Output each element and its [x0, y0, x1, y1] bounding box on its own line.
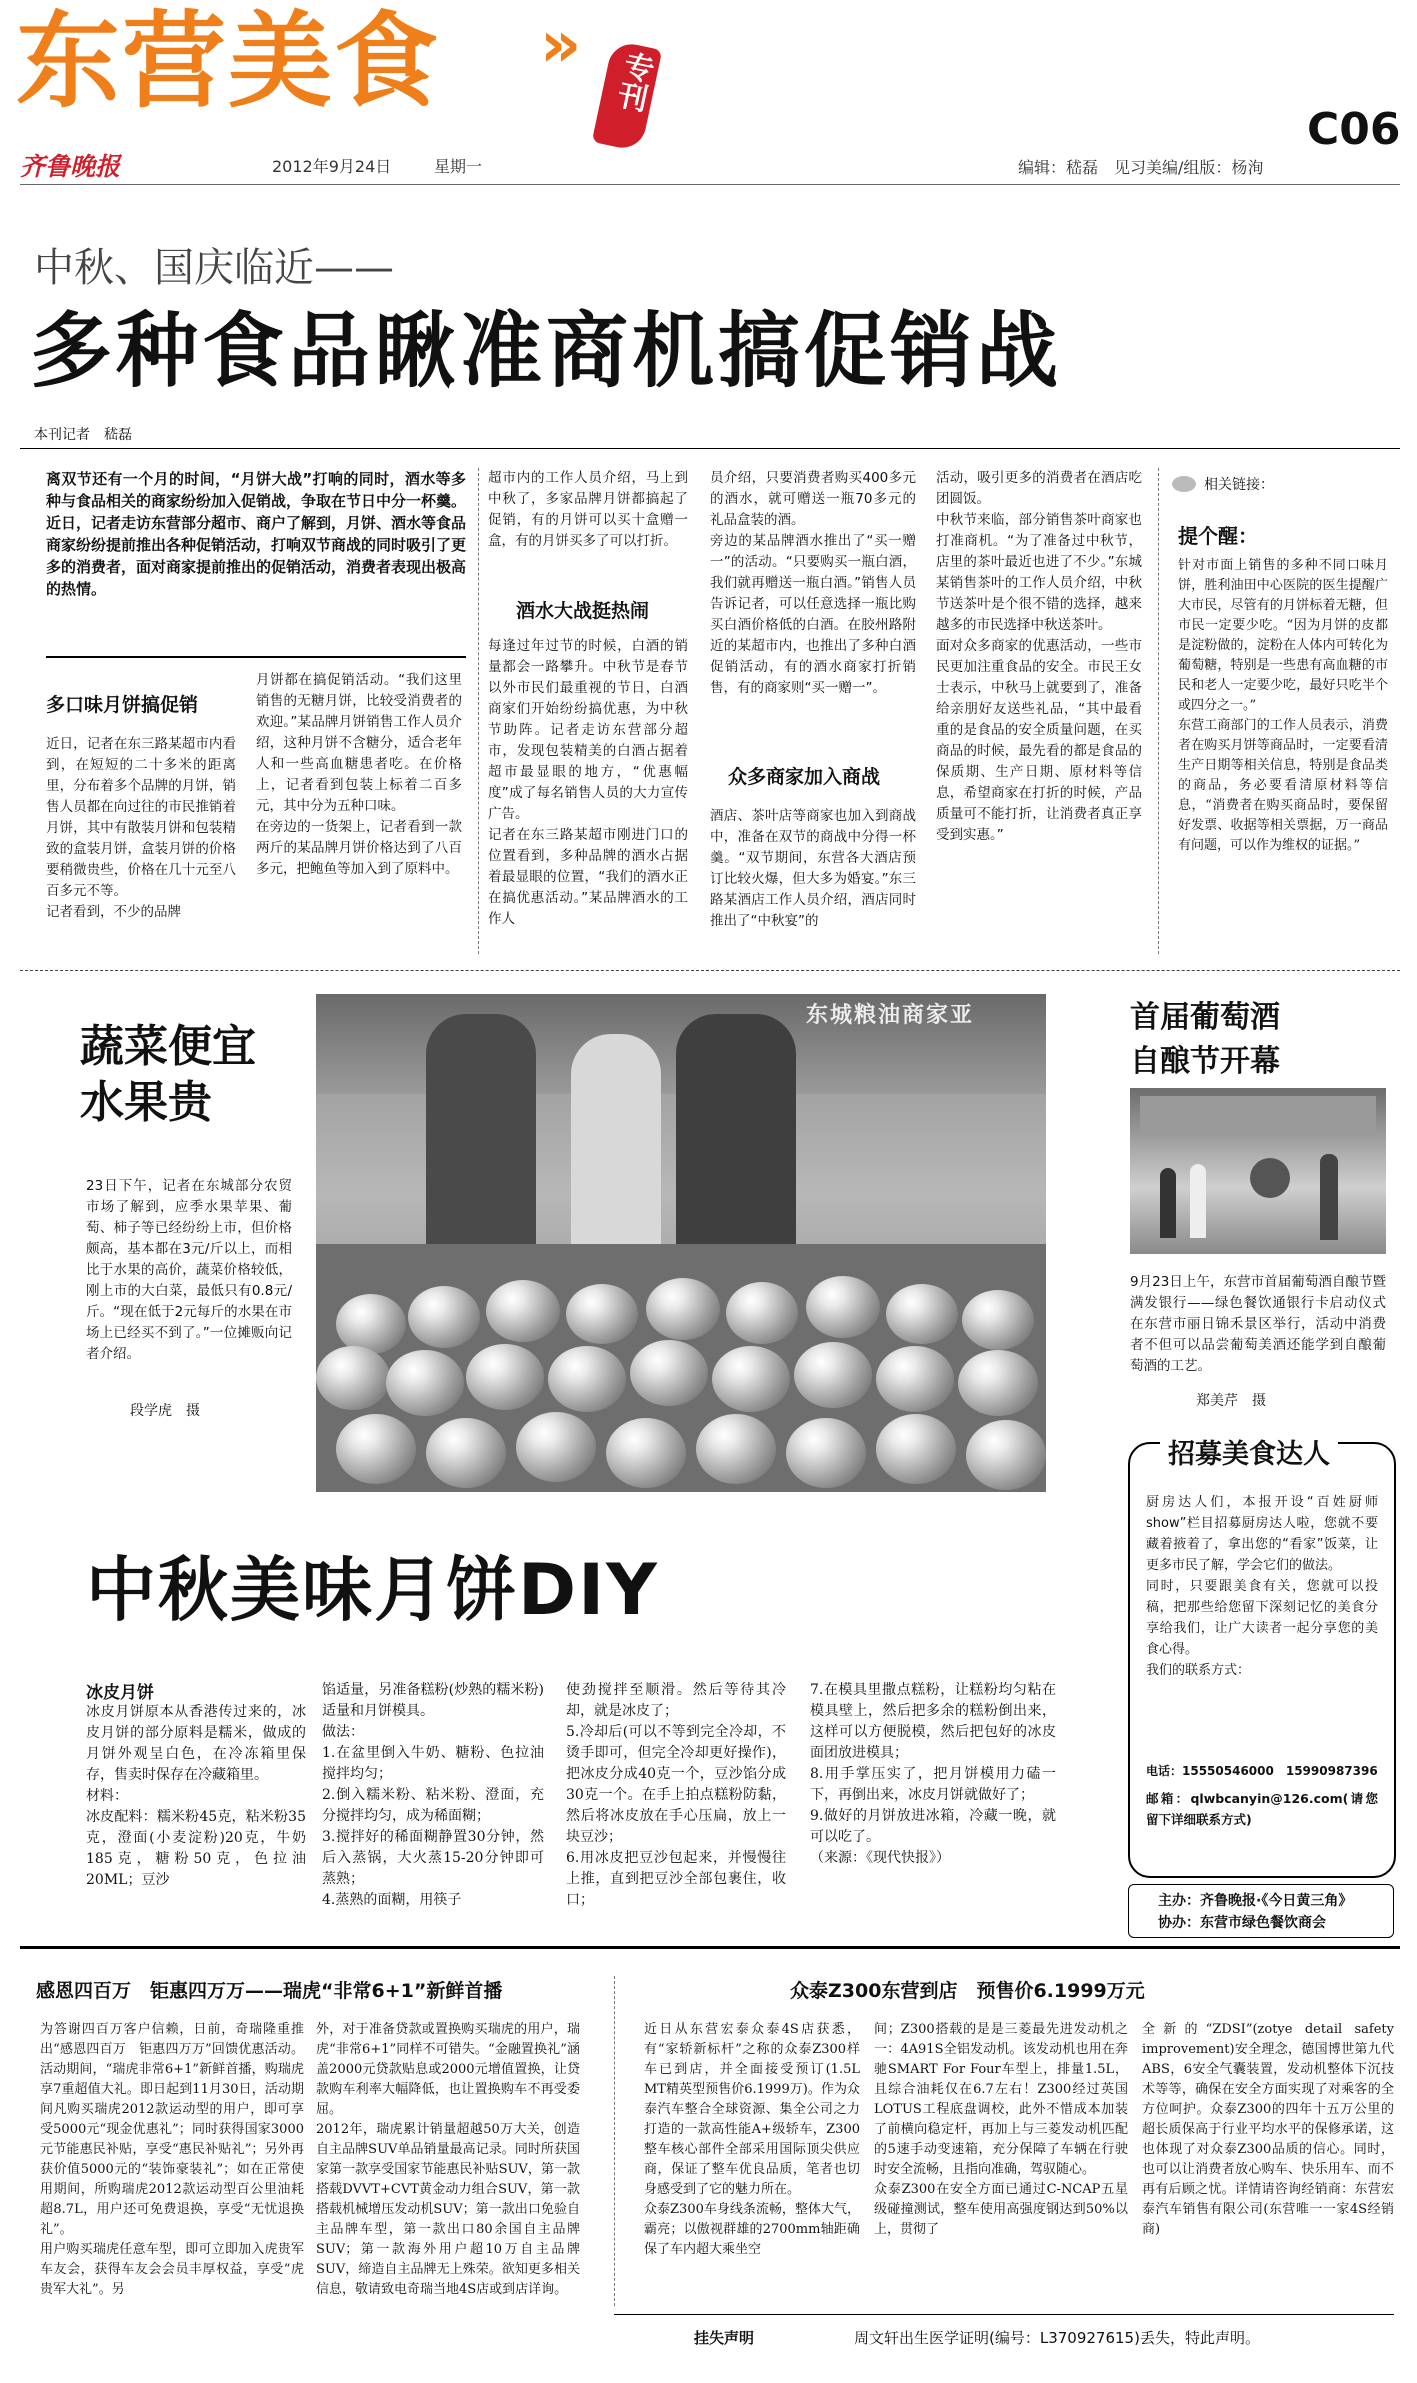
- notice-bar: [614, 2314, 1394, 2361]
- recruit-phone: 电话：15550546000 15990987396: [1146, 1764, 1378, 1778]
- lead-col4: 员介绍，只要消费者购买400多元的酒水，就可赠送一瓶70多元的礼品盒装的酒。 旁边的某品牌酒水推出了“买一赠一”的活动。“只要购买一瓶白酒，我们就再赠送一瓶白酒。”销售人员告诉记者，可以任意选择一瓶比购买白酒价格低的白酒。在胶州路附近的某超市内，也推出了多种白酒促销活动，有的酒水商家打折销售，有的商家则“买一赠一”。: [710, 470, 916, 696]
- diy-col2: 馅适量，另准备糕粉(炒熟的糯米粉)适量和月饼模具。 做法： 1.在盆里倒入牛奶、糖粉、色拉油搅拌均匀； 2.倒入糯米粉、粘米粉、澄面，充分搅拌均匀，成为稀面糊； 3.搅拌好的稀面糊静置30分钟，然后入蒸锅，大火蒸15-20分钟即可蒸熟； 4.蒸熟的面糊，用筷子: [322, 1682, 544, 1908]
- paper-logo: 齐鲁晚报: [20, 152, 121, 181]
- sidebar-text: 针对市面上销售的多种不同口味月饼，胜利油田中心医院的医生提醒广大市民，尽管有的月饼标着无糖，但市民一定要少吃。“因为月饼的皮都是淀粉做的，淀粉在人体内可转化为葡萄糖，特别是一些患有高血糖的市民和老人一定要少吃，最好只吃半个或四分之一。” 东营工商部门的工作人员表示，消费者在购买月饼等商品时，一定要看清生产日期等相关信息，特别是食品类的商品，务必要看清原材料等信息，“消费者在购买商品时，要保留好发票、收据等相关票据，万一商品有问题，可以作为维权的证据。”: [1178, 558, 1388, 853]
- veg-title-line1: 蔬菜便宜: [80, 1021, 256, 1072]
- special-badge-text: 专刊: [609, 47, 657, 114]
- zotye-col1: 近日从东营宏泰众泰4S店获悉，有“家轿新标杆”之称的众泰Z300样车已到店，并全面接受预订(1.5L MT精英型预售价6.1999万)。作为众泰汽车整合全球资源、集全公司之力打造的一款高性能A+级轿车，Z300整车核心部件全部采用国际顶尖供应商，保证了整车优良品质，笔者也切身感受到了它的魅力所在。 众泰Z300车身线条流畅，整体大气，霸亮；以傲视群雄的2700mm轴距确保了车内超大乘坐空: [644, 2022, 860, 2257]
- zotye-col2: 间；Z300搭载的是是三菱最先进发动机之一：4A91S全铝发动机。该发动机也用在奔驰SMART For Four车型上，排量1.5L，且综合油耗仅在6.7左右！Z300经过英国LOTUS工程底盘调校，此外不惜成本加装了前横向稳定杆，再加上与三菱发动机匹配的5速手动变速箱，充分保障了车辆在行驶时安全流畅，且指向准确，驾驭随心。 众泰Z300在安全方面已通过C-NCAP五星级碰撞测试，整车使用高强度钢达到50%以上，贯彻了: [874, 2022, 1128, 2237]
- notice-text: 周文轩出生医学证明(编号：L370927615)丢失，特此声明。: [854, 2329, 1260, 2347]
- sidebar-leaf-icon: [1172, 476, 1196, 492]
- ruihu-col2: 外，对于准备贷款或置换购买瑞虎的用户，瑞虎“非常6+1”同样不可错失。“金融置换礼”涵盖2000元贷款贴息或2000元增值置换，让贷款购车利率大幅降低，也让置换购车不再受委屈。 2012年，瑞虎累计销量超越50万大关，创造自主品牌SUV单品销量最高记录。同时所获国家第一款享受国家节能惠民补贴SUV，第一款搭载DVVT+CVT黄金动力组合SUV，第一款搭载机械增压发动机SUV；第一款出口免验自主品牌车型，第一款出口80余国自主品牌SUV；第一款海外用户超10万自主品牌SUV，缔造自主品牌无上殊荣。欲知更多相关信息，敬请致电奇瑞当地4S店或到店详询。: [316, 2022, 580, 2297]
- wine-festival-photo: [1130, 1088, 1386, 1254]
- market-photo: [316, 994, 1046, 1492]
- issue-weekday: 星期一: [434, 157, 483, 176]
- diy-subtitle: 冰皮月饼: [86, 1683, 154, 1703]
- lead-col5: 活动，吸引更多的消费者在酒店吃团圆饭。 中秋节来临，部分销售茶叶商家也打准商机。“为了准备过中秋节，店里的茶叶最近也进了不少。”东城某销售茶叶的工作人员介绍，中秋节送茶叶是个很不错的选择，越来越多的市民选择中秋送茶叶。 面对众多商家的优惠活动，一些市民更加注重食品的安全。市民王女士表示，中秋马上就要到了，准备给亲朋好友送些礼品，“其中最看重的是食品的安全质量问题，在买商品的时候，最先看的都是食品的保质期、生产日期、原材料等信息，希望商家在打折的时候，产品质量可不能打折，让消费者真正享受到实惠。”: [936, 470, 1142, 843]
- diy-title: 中秋美味月饼DIY: [86, 1549, 659, 1631]
- recruit-title: 招募美食达人: [1160, 1432, 1338, 1471]
- lead-byline: 本刊记者 嵇磊: [34, 427, 132, 443]
- zotye-col3: 全新的“ZDSI”(zotye detail safety improvement)安全理念，德国博世第九代ABS，6安全气囊装置，发动机整体下沉技术等等，确保在安全方面实现了对乘客的全方位呵护。众泰Z300的四年十五万公里的超长质保高于行业平均水平的保修承诺，这也体现了对众泰Z300品质的信心。同时，也可以让消费者放心购车、快乐用车、而不再有后顾之忧。详情请咨询经销商：东营宏泰汽车销售有限公司(东营唯一一家4S经销商): [1142, 2022, 1399, 2237]
- lead-subhead-mooncake: 多口味月饼搞促销: [46, 694, 199, 716]
- lead-subhead-merchants: 众多商家加入商战: [728, 766, 881, 788]
- lead-kicker: 中秋、国庆临近——: [34, 245, 394, 291]
- diy-col3: 使劲搅拌至顺滑。然后等待其冷却，就是冰皮了； 5.冷却后(可以不等到完全冷却，不烫手即可，但完全冷却更好操作)，把冰皮分成40克一个，豆沙馅分成30克一个。在手上拍点糕粉防黏，然后将冰皮放在手心压扁，放上一块豆沙； 6.用冰皮把豆沙包起来，并慢慢往上推，直到把豆沙全部包裹住，收口；: [566, 1682, 786, 1908]
- wine-title-line2: 自酿节开幕: [1130, 1044, 1280, 1079]
- ruihu-col1: 为答谢四百万客户信赖，日前，奇瑞隆重推出“感恩四百万 钜惠四万万”回馈优惠活动。活动期间，“瑞虎非常6+1”新鲜首播，购瑞虎享7重超值大礼。即日起到11月30日，活动期间凡购买瑞虎2012款运动型的用户，即可享受5000元“现金优惠礼”；同时获得国家3000元节能惠民补贴，享受“惠民补贴礼”；另外再获价值5000元的“装饰豪装礼”；如在正常使用期间，所购瑞虎2012款运动型百公里油耗超8.7L，用户还可免费退换，享受“无忧退换礼”。 用户购买瑞虎任意车型，即可立即加入虎贵军车友会，获得车友会会员丰厚权益，享受“虎贵军大礼”。另: [40, 2022, 304, 2297]
- recruit-body: 厨房达人们，本报开设“百姓厨师show”栏目招募厨房达人啦，您就不要藏着掖着了，拿出您的“看家”饭菜，让更多市民了解，学会它们的做法。 同时，只要跟美食有关，您就可以投稿，把那些给您留下深刻记忆的美食分享给我们，让广大读者一起分享您的美食心得。 我们的联系方式：: [1146, 1495, 1378, 1678]
- shop-sign: 东城粮油商家亚: [806, 1003, 975, 1028]
- lead-subhead-wine: 酒水大战挺热闹: [516, 600, 650, 622]
- lead-col3b: 每逢过年过节的时候，白酒的销量都会一路攀升。中秋节是春节以外市民们最重视的节日，白酒商家们开始纷纷搞优惠，为中秋节助阵。记者走访东营部分超市，发现包装精美的白酒占据着超市最显眼的地方，“优惠幅度”成了每名销售人员的大力宣传广告。 记者在东三路某超市刚进门口的位置看到，多种品牌的酒水占据着最显眼的位置，“我们的酒水正在搞优惠活动。”某品牌酒水的工作人: [488, 638, 688, 927]
- lead-col4b: 酒店、茶叶店等商家也加入到商战中，准备在双节的商战中分得一杯羹。“双节期间，东营各大酒店预订比较火爆，但大多为婚宴。”东三路某酒店工作人员介绍，酒店同时推出了“中秋宴”的: [710, 808, 916, 929]
- ruihu-title: 感恩四百万 钜惠四万万——瑞虎“非常6+1”新鲜首播: [36, 1980, 503, 2002]
- diy-col1: 冰皮月饼原本从香港传过来的，冰皮月饼的部分原料是糯米，做成的月饼外观呈白色，在冷冻箱里保存，售卖时保存在冷藏箱里。 材料： 冰皮配料：糯米粉45克，粘米粉35克，澄面(小麦淀粉)20克，牛奶185克，糖粉50克，色拉油20ML；豆沙: [86, 1704, 306, 1888]
- wine-title-line1: 首届葡萄酒: [1130, 1000, 1280, 1035]
- wine-photo-credit: 郑美芹 摄: [1196, 1393, 1266, 1409]
- host-line: 主办：齐鲁晚报·《今日黄三角》: [1158, 1893, 1353, 1909]
- special-badge: [592, 40, 663, 152]
- lead-col1: 近日，记者在东三路某超市内看到，在短短的二十多米的距离里，分布着多个品牌的月饼，销售人员都在向过往的市民推销着月饼，其中有散装月饼和包装精致的盒装月饼，盒装月饼的价格要稍微贵些，价格在几十元至八百多元不等。 记者看到，不少的品牌: [46, 736, 236, 920]
- cohost-line: 协办：东营市绿色餐饮商会: [1158, 1915, 1326, 1931]
- editors-line: 编辑：嵇磊 见习美编/组版：杨洵: [1018, 158, 1264, 177]
- page-number: C06: [1307, 104, 1401, 155]
- lead-intro: 离双节还有一个月的时间，“月饼大战”打响的同时，酒水等多种与食品相关的商家纷纷加入促销战，争取在节日中分一杯羹。近日，记者走访东营部分超市、商户了解到，月饼、酒水等食品商家纷纷提前推出各种促销活动，打响双节商战的同时吸引了更多的消费者，面对商家提前推出的促销活动，消费者表现出极高的热情。: [46, 470, 467, 598]
- lead-col2: 月饼都在搞促销活动。“我们这里销售的无糖月饼，比较受消费者的欢迎。”某品牌月饼销售工作人员介绍，这种月饼不含糖分，适合老年人和一些高血糖患者吃。在价格上，记者看到包装上标着二百多元，其中分为五种口味。 在旁边的一货架上，记者看到一款两斤的某品牌月饼价格达到了八百多元，把鲍鱼等加入到了原料中。: [256, 672, 462, 877]
- veg-photo-credit: 段学虎 摄: [130, 1403, 200, 1419]
- wine-caption: 9月23日上午，东营市首届葡萄酒自酿节暨满发银行——绿色餐饮通银行卡启动仪式在东营市丽日锦禾景区举行，活动中消费者不但可以品尝葡萄美酒还能学到自酿葡萄酒的工艺。: [1130, 1274, 1386, 1374]
- quote-mark-icon: »: [540, 8, 582, 82]
- veg-title-line2: 水果贵: [80, 1077, 212, 1128]
- notice-label: 挂失声明: [694, 2329, 755, 2347]
- recruit-email: 邮箱：qlwbcanyin@126.com(请您留下详细联系方式): [1146, 1791, 1378, 1827]
- issue-date: 2012年9月24日: [272, 157, 392, 176]
- lead-headline: 多种食品瞅准商机搞促销战: [30, 304, 1063, 399]
- sidebar-tag: 相关链接：: [1204, 477, 1274, 493]
- lead-col3: 超市内的工作人员介绍，马上到中秋了，多家品牌月饼都搞起了促销，有的月饼可以买十盒赠一盒，有的月饼买多了可以打折。: [488, 470, 688, 549]
- zotye-title: 众泰Z300东营到店 预售价6.1999万元: [790, 1980, 1145, 2002]
- column-title: 东营美食: [16, 0, 441, 122]
- diy-col4: 7.在模具里撒点糕粉，让糕粉均匀粘在模具壁上，然后把多余的糕粉倒出来，这样可以方便脱模，然后把包好的冰皮面团放进模具； 8.用手掌压实了，把月饼模用力磕一下，再倒出来，冰皮月饼就做好了； 9.做好的月饼放进冰箱，冷藏一晚，就可以吃了。 （来源：《现代快报》）: [810, 1682, 1056, 1866]
- veg-caption: 23日下午，记者在东城部分农贸市场了解到，应季水果苹果、葡萄、柿子等已经纷纷上市，但价格颇高，基本都在3元/斤以上，而相比于水果的高价，蔬菜价格较低，刚上市的大白菜，最低只有0.8元/斤。“现在低于2元每斤的水果在市场上已经买不到了。”一位摊贩向记者介绍。: [86, 1178, 292, 1362]
- sidebar-title: 提个醒：: [1178, 524, 1258, 548]
